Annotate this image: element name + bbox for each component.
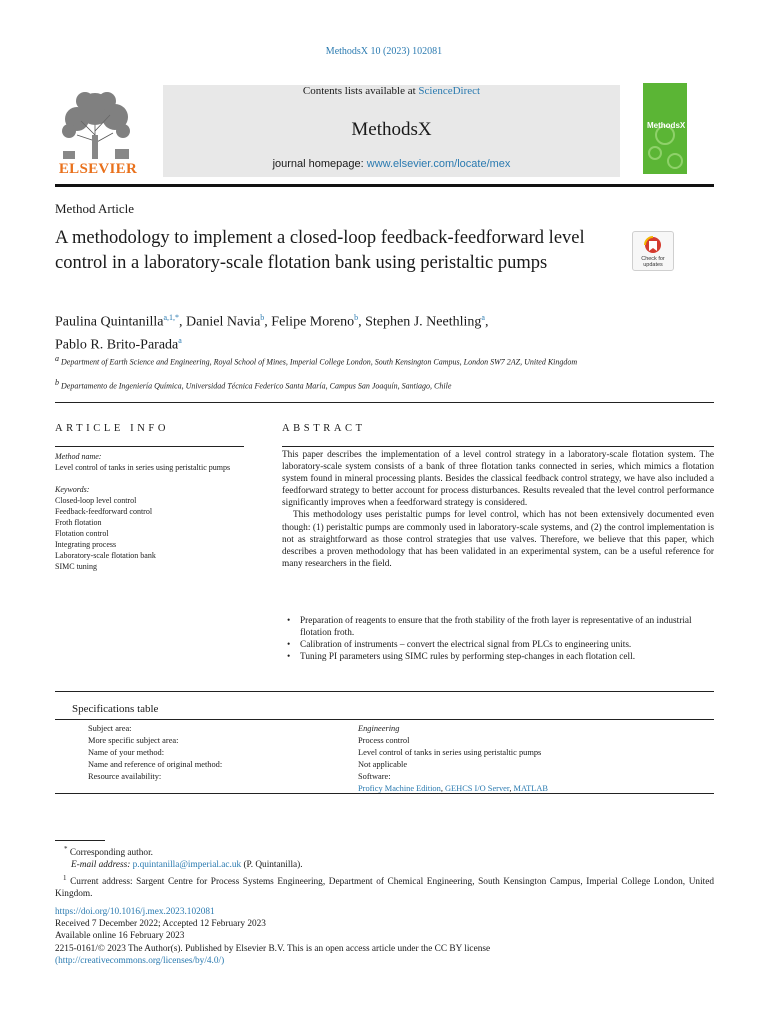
author[interactable]: Pablo R. Brito-Parada	[55, 337, 179, 353]
license-text: 2215-0161/© 2023 The Author(s). Published by Elsevier B.V. This is an open access article under the CC BY license	[55, 943, 491, 954]
sciencedirect-link[interactable]: ScienceDirect	[418, 85, 481, 97]
affiliation-text: Department of Earth Science and Engineering, Royal School of Mines, Imperial College London, South Kensington Campus, London SW7 2AZ, United Kingdom	[61, 357, 578, 367]
spec-table-title: Specifications table	[72, 703, 159, 715]
received-date: Received 7 December 2022; Accepted 12 February 2023	[55, 919, 266, 930]
email-label: E-mail address:	[71, 860, 131, 871]
homepage-prefix: journal homepage:	[272, 158, 364, 170]
author-list	[55, 309, 655, 354]
abstract-paragraph: This methodology uses peristaltic pumps for level control, which has not been extensively documented even though: (1) peristaltic pumps are commonly used in laboratory-scale systems, and (2) the control implementation is not as straightforward as those control strategies that use valves. Therefore, we believe that this paper, which describes a proven methodology that has been validated in an experimental system, can be a useful reference for many researchers in the field.	[282, 510, 714, 569]
corresponding-text: Corresponding author.	[69, 848, 153, 859]
journal-cover[interactable]	[643, 77, 687, 174]
spec-value: Level control of tanks in series using peristaltic pumps	[358, 747, 542, 757]
spec-table	[88, 723, 548, 794]
header-rule	[55, 184, 714, 187]
spec-key: Subject area:	[88, 724, 132, 733]
abstract-heading: ABSTRACT	[282, 423, 366, 434]
abstract-paragraph: This paper describes the implementation of a level control strategy in a laboratory-scale flotation system. The laboratory-scale system consists of a bank of three flotation tanks connected in series, which mimics a flotation system found in mineral processing plants. Besides the classical feedback control strategy, we have also included a feedforward strategy to better account for process disturbances. Results revealed that the level control performance significantly improves when a feedforward strategy is considered.	[282, 450, 714, 509]
keyword: Integrating process	[55, 540, 117, 549]
article-type: Method Article	[55, 201, 135, 216]
spec-value: Not applicable	[358, 759, 408, 769]
spec-key: More specific subject area:	[88, 735, 179, 745]
abstract-rule	[282, 446, 714, 447]
keyword: SIMC tuning	[55, 562, 98, 571]
corresponding-footnote	[55, 843, 714, 859]
affiliation-mark: a	[55, 354, 59, 363]
table-row	[88, 771, 548, 795]
keyword: Froth flotation	[55, 518, 102, 527]
affiliation-mark: b	[55, 378, 59, 387]
highlight-item: • Tuning PI parameters using SIMC rules by performing step-changes in each flotation cell.	[300, 651, 720, 663]
email-suffix: (P. Quintanilla).	[243, 860, 303, 871]
spec-rule-bottom	[55, 793, 714, 794]
spec-value: Engineering	[358, 724, 400, 733]
software-link[interactable]: MATLAB	[513, 783, 548, 793]
author-separator: ,	[358, 314, 366, 330]
article-title: A methodology to implement a closed-loop feedback-feedforward level control in a laboratory-scale flotation bank using peristaltic pumps	[55, 228, 585, 273]
journal-citation[interactable]: MethodsX 10 (2023) 102081	[325, 46, 443, 57]
table-row	[88, 747, 548, 759]
contents-prefix: Contents lists available at	[302, 85, 416, 97]
check-for-updates-button[interactable]	[632, 231, 674, 271]
author-affiliation-mark[interactable]: a,1,*	[163, 313, 180, 322]
author-separator: ,	[179, 314, 187, 330]
highlights-list	[300, 615, 720, 663]
journal-title: MethodsX	[351, 119, 432, 140]
footnotes	[55, 843, 714, 900]
spec-key: Resource availability:	[88, 771, 162, 781]
footnote-mark: *	[64, 845, 68, 853]
footnote-rule	[55, 840, 105, 841]
table-row	[88, 759, 548, 771]
method-name: Level control of tanks in series using peristaltic pumps	[55, 463, 231, 472]
abstract-body	[282, 449, 714, 570]
spec-key: Name and reference of original method:	[88, 759, 223, 769]
current-address-footnote	[55, 872, 714, 901]
keyword: Laboratory-scale flotation bank	[55, 551, 156, 560]
article-info-heading: ARTICLE INFO	[55, 423, 170, 434]
footnote-mark: 1	[63, 873, 67, 882]
spec-rule-top	[55, 691, 714, 692]
author[interactable]: Felipe Moreno	[271, 314, 355, 330]
homepage-line	[163, 158, 620, 170]
software-link[interactable]: GEHCS I/O Server	[445, 783, 510, 793]
keyword: Flotation control	[55, 529, 109, 538]
affiliation-b	[55, 377, 655, 393]
author-separator: ,	[264, 314, 272, 330]
author-affiliation-mark[interactable]: b	[354, 313, 359, 322]
software-label: Software:	[358, 771, 391, 781]
keyword: Feedback-feedforward control	[55, 507, 153, 516]
publication-info	[55, 906, 655, 967]
method-name-label: Method name:	[55, 452, 102, 461]
doi-link[interactable]: https://doi.org/10.1016/j.mex.2023.102081	[55, 907, 215, 917]
affiliation-a	[55, 353, 655, 369]
spec-value: Process control	[358, 735, 410, 745]
author[interactable]: Stephen J. Neethling	[365, 314, 482, 330]
check-updates-label: Check for updates	[641, 256, 665, 268]
article-info-rule	[55, 446, 244, 447]
spec-rule-mid	[55, 719, 714, 720]
publisher-wordmark: ELSEVIER	[58, 161, 138, 177]
article-info	[55, 451, 250, 572]
author-affiliation-mark[interactable]: a	[481, 313, 485, 322]
keywords-label: Keywords:	[55, 485, 90, 494]
author[interactable]: Paulina Quintanilla	[55, 314, 164, 330]
cover-title: MethodsX	[647, 121, 686, 130]
author[interactable]: Daniel Navia	[186, 314, 261, 330]
spec-value: Software: Proficy Machine Edition, GEHCS I/O Server, MATLAB	[358, 771, 548, 793]
spec-key: Name of your method:	[88, 747, 165, 757]
highlight-item: • Preparation of reagents to ensure that the froth stability of the froth layer is representative of an industrial flotation froth.	[300, 615, 720, 639]
table-row	[88, 735, 548, 747]
highlight-item: • Calibration of instruments – convert the electrical signal from PLCs to engineering units.	[300, 639, 720, 651]
keyword: Closed-loop level control	[55, 496, 137, 505]
affiliation-text: Departamento de Ingeniería Química, Universidad Técnica Federico Santa María, Campus San Joaquín, Santiago, Chile	[61, 381, 452, 391]
author-affiliation-mark[interactable]: a	[178, 335, 182, 345]
contents-line	[163, 85, 620, 97]
available-date: Available online 16 February 2023	[55, 931, 185, 942]
software-link[interactable]: Proficy Machine Edition	[358, 783, 441, 793]
table-row	[88, 723, 548, 735]
homepage-link[interactable]: www.elsevier.com/locate/mex	[366, 158, 511, 170]
license-link[interactable]: (http://creativecommons.org/licenses/by/4.0/)	[55, 955, 225, 966]
journal-header	[163, 85, 620, 177]
email-link[interactable]: p.quintanilla@imperial.ac.uk	[132, 860, 242, 871]
author-affiliation-mark[interactable]: b	[260, 313, 265, 322]
author-separator: ,	[484, 314, 489, 330]
email-footnote	[55, 859, 714, 871]
current-address-text: Current address: Sargent Centre for Process Systems Engineering, Department of Chemical Engineering, South Kensington Campus, Imperial College London, United Kingdom.	[55, 876, 715, 899]
affiliation-rule	[55, 402, 714, 403]
